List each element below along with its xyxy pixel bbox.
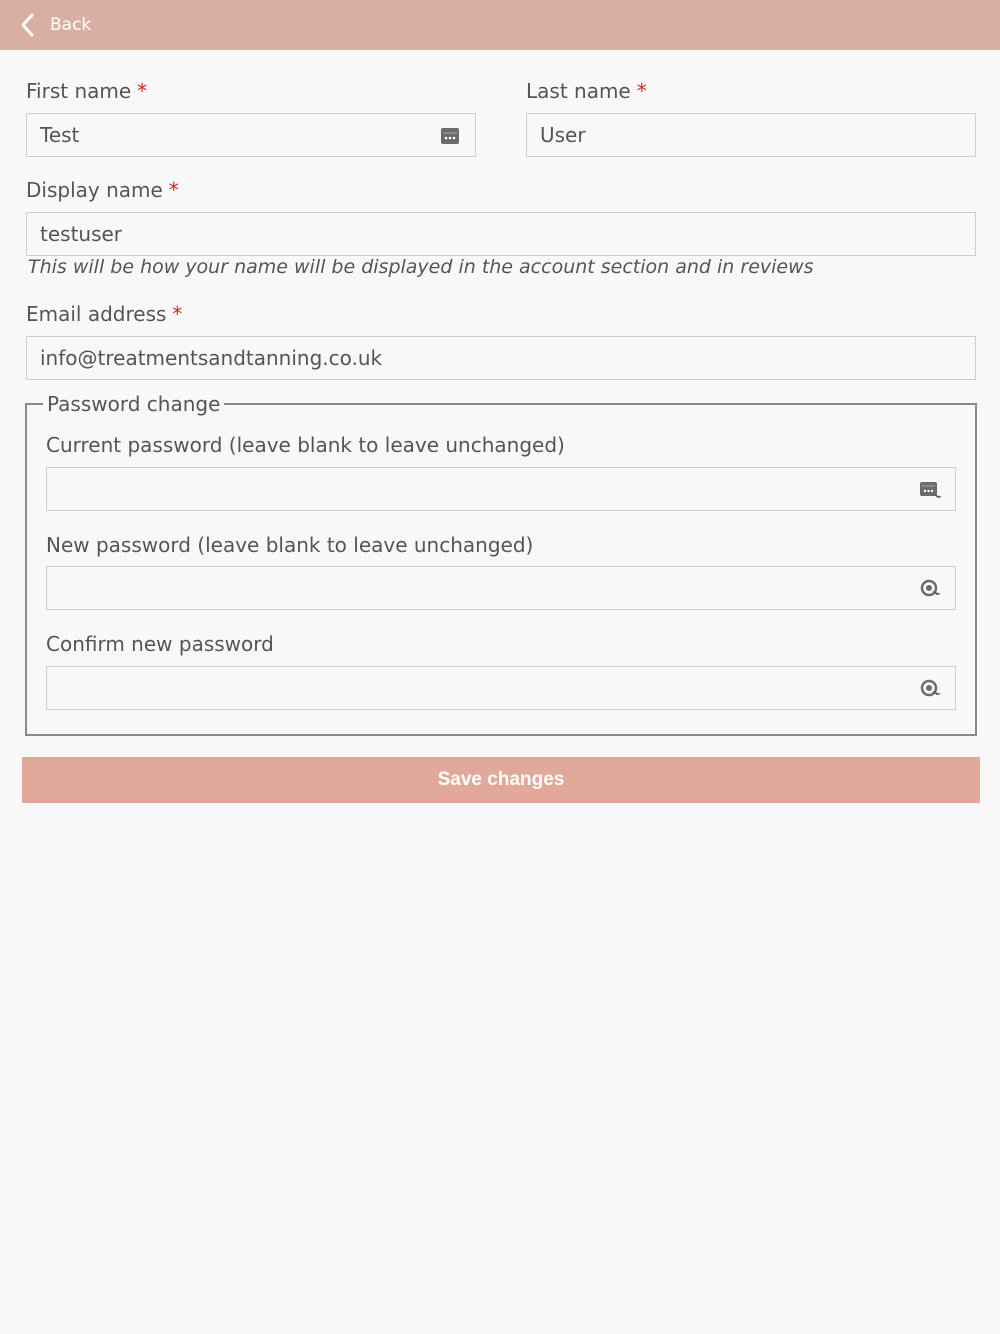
password-change-legend: Password change xyxy=(47,392,221,416)
last-name-field[interactable] xyxy=(526,113,976,157)
first-name-field[interactable] xyxy=(26,113,476,157)
last-name-label-text: Last name xyxy=(526,79,631,103)
first-name-label xyxy=(26,79,147,103)
confirm-password-field[interactable] xyxy=(46,666,956,710)
required-asterisk: * xyxy=(137,79,148,103)
email-field[interactable] xyxy=(26,336,976,380)
current-password-label: Current password (leave blank to leave unchanged) xyxy=(46,433,565,457)
display-name-help: This will be how your name will be displayed in the account section and in reviews xyxy=(28,256,814,278)
required-asterisk: * xyxy=(636,79,647,103)
last-name-value: User xyxy=(540,123,586,147)
new-password-label: New password (leave blank to leave unchanged) xyxy=(46,533,534,557)
first-name-value: Test xyxy=(40,123,80,147)
save-changes-button[interactable] xyxy=(22,757,980,803)
key-icon[interactable] xyxy=(919,578,943,600)
confirm-password-label: Confirm new password xyxy=(46,632,274,656)
password-manager-icon[interactable] xyxy=(439,125,463,147)
last-name-label xyxy=(526,79,647,103)
top-bar xyxy=(0,0,1000,50)
required-asterisk: * xyxy=(168,178,179,202)
current-password-field[interactable] xyxy=(46,467,956,511)
required-asterisk: * xyxy=(172,302,183,326)
new-password-field[interactable] xyxy=(46,566,956,610)
email-value: info@treatmentsandtanning.co.uk xyxy=(40,346,383,370)
password-manager-icon[interactable] xyxy=(919,479,943,501)
key-icon[interactable] xyxy=(919,678,943,700)
display-name-value: testuser xyxy=(40,222,123,246)
display-name-label xyxy=(26,178,179,202)
chevron-left-icon xyxy=(18,12,38,38)
back-button[interactable] xyxy=(18,12,91,38)
first-name-label-text: First name xyxy=(26,79,132,103)
display-name-field[interactable] xyxy=(26,212,976,256)
save-changes-label: Save changes xyxy=(437,769,565,790)
display-name-label-text: Display name xyxy=(26,178,163,202)
email-label-text: Email address xyxy=(26,302,167,326)
email-label xyxy=(26,302,182,326)
back-label: Back xyxy=(50,15,92,35)
